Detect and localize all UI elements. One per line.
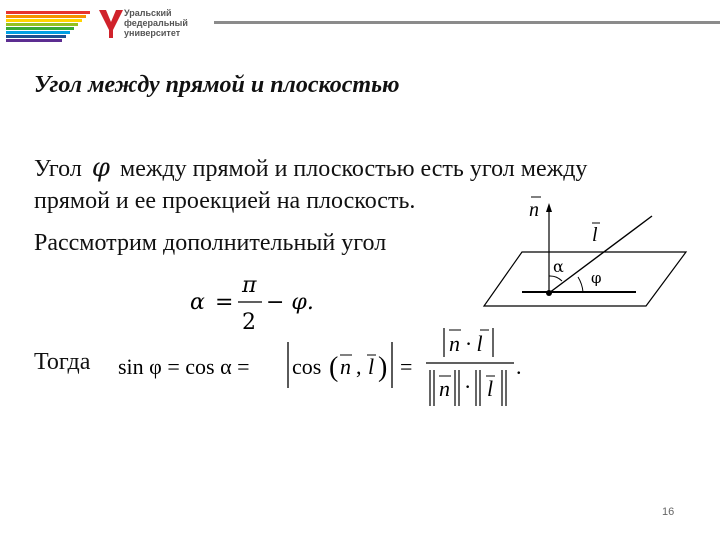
university-name-line: университет — [124, 28, 181, 38]
diagram-phi-label: φ — [591, 269, 602, 287]
formula-minus-phi: − φ. — [266, 290, 314, 315]
formula-comma: , — [356, 354, 362, 379]
alpha-arc — [549, 276, 562, 281]
formula-n: n — [340, 354, 351, 379]
complement-paragraph: Рассмотрим дополнительный угол — [34, 230, 387, 256]
formula-den-n: n — [439, 376, 450, 401]
formula-period: . — [516, 354, 522, 379]
formula-dot: · — [464, 374, 472, 399]
university-name-line: федеральный — [124, 18, 188, 28]
geometry-diagram — [484, 197, 686, 306]
diagram-alpha-label: α — [553, 257, 564, 276]
phi-symbol: φ — [91, 153, 111, 183]
formula-two: 2 — [242, 310, 256, 335]
formula-close: ) — [378, 352, 388, 383]
para1-after: между прямой и плоскостью есть угол между — [120, 156, 588, 182]
diagram-n-label: n — [529, 199, 539, 221]
plane-parallelogram — [484, 252, 686, 306]
para1-before: Угол — [34, 156, 82, 182]
page-number: 16 — [662, 506, 675, 518]
para1-line2: прямой и ее проекцией на плоскость. — [34, 188, 416, 214]
formula-cos: cos — [292, 354, 322, 379]
formula-eq: = — [215, 290, 234, 315]
intersection-point — [546, 290, 552, 296]
formula-numerator: n · l — [449, 331, 483, 356]
formula-l: l — [368, 354, 375, 379]
formula-eq2: = — [400, 354, 413, 379]
slide-title: Угол между прямой и плоскостью — [34, 72, 400, 98]
normal-arrowhead — [546, 203, 552, 212]
formula-alpha-symbol: α — [190, 290, 205, 315]
formula-pi: π — [242, 273, 257, 298]
formula-alpha — [190, 273, 314, 335]
formula-sin — [118, 328, 522, 406]
formula-den-l: l — [487, 376, 494, 401]
formula-open: ( — [329, 352, 339, 383]
diagram-l-label: l — [592, 224, 598, 246]
togda-label: Тогда — [34, 349, 91, 375]
phi-arc — [578, 277, 583, 292]
university-name-line: Уральский — [124, 8, 172, 18]
formula-lhs: sin φ = cos α = — [118, 354, 250, 379]
